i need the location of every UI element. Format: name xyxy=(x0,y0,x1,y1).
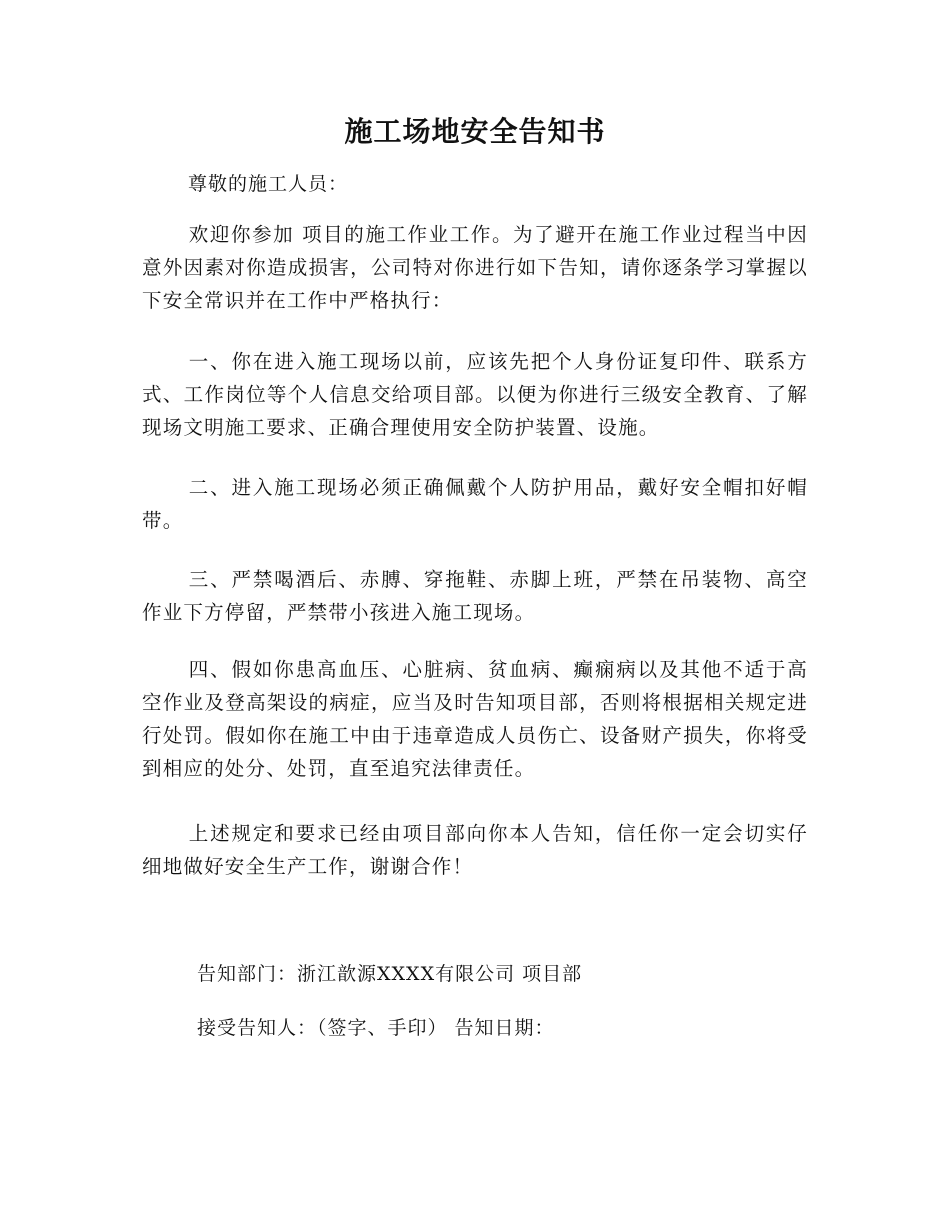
rule-one-paragraph: 一、你在进入施工现场以前，应该先把个人身份证复印件、联系方式、工作岗位等个人信息交给项目部。以便为你进行三级安全教育、了解现场文明施工要求、正确合理使用安全防护装置、设施。 xyxy=(142,350,808,439)
rule-four-paragraph: 四、假如你患高血压、心脏病、贫血病、癫痫病以及其他不适于高空作业及登高架设的病症，应当及时告知项目部，否则将根据相关规定进行处罚。假如你在施工中由于违章造成人员伤亡、设备财产损失，你将受到相应的处分、处罚，直至追究法律责任。 xyxy=(142,658,808,780)
notice-department-line: 告知部门：浙江歆源XXXX有限公司 项目部 xyxy=(197,963,583,985)
closing-paragraph: 上述规定和要求已经由项目部向你本人告知，信任你一定会切实仔细地做好安全生产工作，谢谢合作！ xyxy=(142,822,808,878)
recipient-signature-line: 接受告知人：（签字、手印） 告知日期： xyxy=(197,1017,555,1039)
rule-two-paragraph: 二、进入施工现场必须正确佩戴个人防护用品，戴好安全帽扣好帽带。 xyxy=(142,476,808,532)
salutation: 尊敬的施工人员： xyxy=(188,173,349,195)
rule-three-paragraph: 三、严禁喝酒后、赤膊、穿拖鞋、赤脚上班，严禁在吊装物、高空作业下方停留，严禁带小孩进入施工现场。 xyxy=(142,568,808,624)
document-title: 施工场地安全告知书 xyxy=(344,115,606,148)
intro-paragraph: 欢迎你参加 项目的施工作业工作。为了避开在施工作业过程当中因意外因素对你造成损害，公司特对你进行如下告知，请你逐条学习掌握以下安全常识并在工作中严格执行： xyxy=(142,223,808,312)
